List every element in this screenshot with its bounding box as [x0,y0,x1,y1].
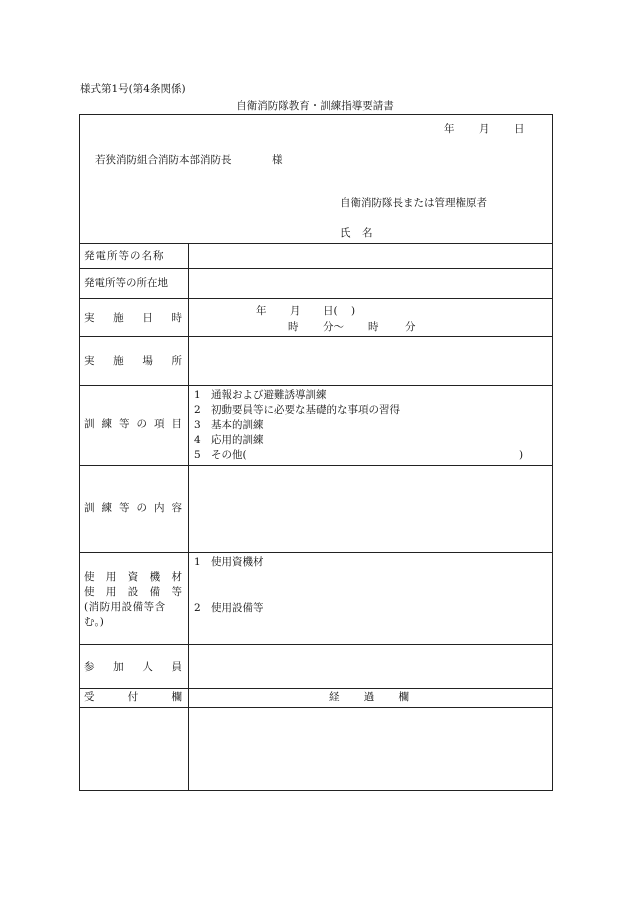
equipment-no: 2 [194,602,201,614]
row-divider [79,385,553,386]
equipment-text: 使用設備等 [211,602,264,614]
item-text: 基本的訓練 [211,419,264,431]
date-month: 月 [479,123,490,135]
dt-minute-from: 分〜 [323,321,344,333]
row-divider [79,243,553,244]
datetime-label: 実 施 日 時 [84,312,182,324]
item-no: 3 [194,419,201,431]
place-label: 実 施 場 所 [84,355,182,367]
equipment-text: 使用資機材 [211,556,264,568]
item-no: 5 [194,449,201,461]
content-label: 訓 練 等 の 内 容 [84,502,182,514]
form-frame [79,114,553,791]
item-text: 通報および避難誘導訓練 [211,389,327,401]
row-divider [79,688,553,689]
date-year: 年 [444,123,455,135]
equipment-label-4: む。) [84,616,104,628]
dt-month: 月 [290,305,301,317]
item-no: 4 [194,434,201,446]
equipment-label-2: 使 用 設 備 等 [84,586,182,598]
item-text: 応用的訓練 [211,434,264,446]
name-mei: 名 [362,227,373,239]
row-divider [79,644,553,645]
item-other-close: ) [519,449,524,461]
dt-year: 年 [256,305,267,317]
row-divider [79,268,553,269]
addressee: 若狭消防組合消防本部消防長 [95,154,232,166]
item-text: 初動要員等に必要な基礎的な事項の習得 [211,404,400,416]
items-label: 訓 練 等 の 項 目 [84,418,182,430]
column-divider [188,243,189,791]
dt-hour: 時 [288,321,299,333]
dt-minute-to: 分 [405,321,416,333]
equipment-no: 1 [194,556,201,568]
item-no: 2 [194,404,201,416]
requester-title: 自衛消防隊長または管理権原者 [340,197,487,209]
reception-label: 受 付 欄 [84,691,182,703]
row-divider [79,298,553,299]
equipment-label-1: 使 用 資 機 材 [84,571,182,583]
row-divider [79,336,553,337]
row-divider [79,465,553,466]
date-day: 日 [514,123,525,135]
dt-weekday-close: ) [351,305,356,317]
addressee-honorific: 様 [272,154,283,166]
progress-label: 経 過 欄 [329,691,409,703]
dt-hour-to: 時 [368,321,379,333]
dt-day: 日( [323,305,338,317]
name-shi: 氏 [340,227,351,239]
participants-label: 参 加 人 員 [84,661,182,673]
document-title: 自衛消防隊教育・訓練指導要請書 [236,100,394,112]
item-no: 1 [194,389,201,401]
equipment-label-3: (消防用設備等含 [84,601,166,613]
form-number: 様式第1号(第4条関係) [80,83,186,95]
facility-name-label: 発電所等の名称 [84,250,165,262]
facility-location-label: 発電所等の所在地 [84,277,168,289]
row-divider [79,707,553,708]
item-text: その他( [211,449,247,461]
row-divider [79,552,553,553]
